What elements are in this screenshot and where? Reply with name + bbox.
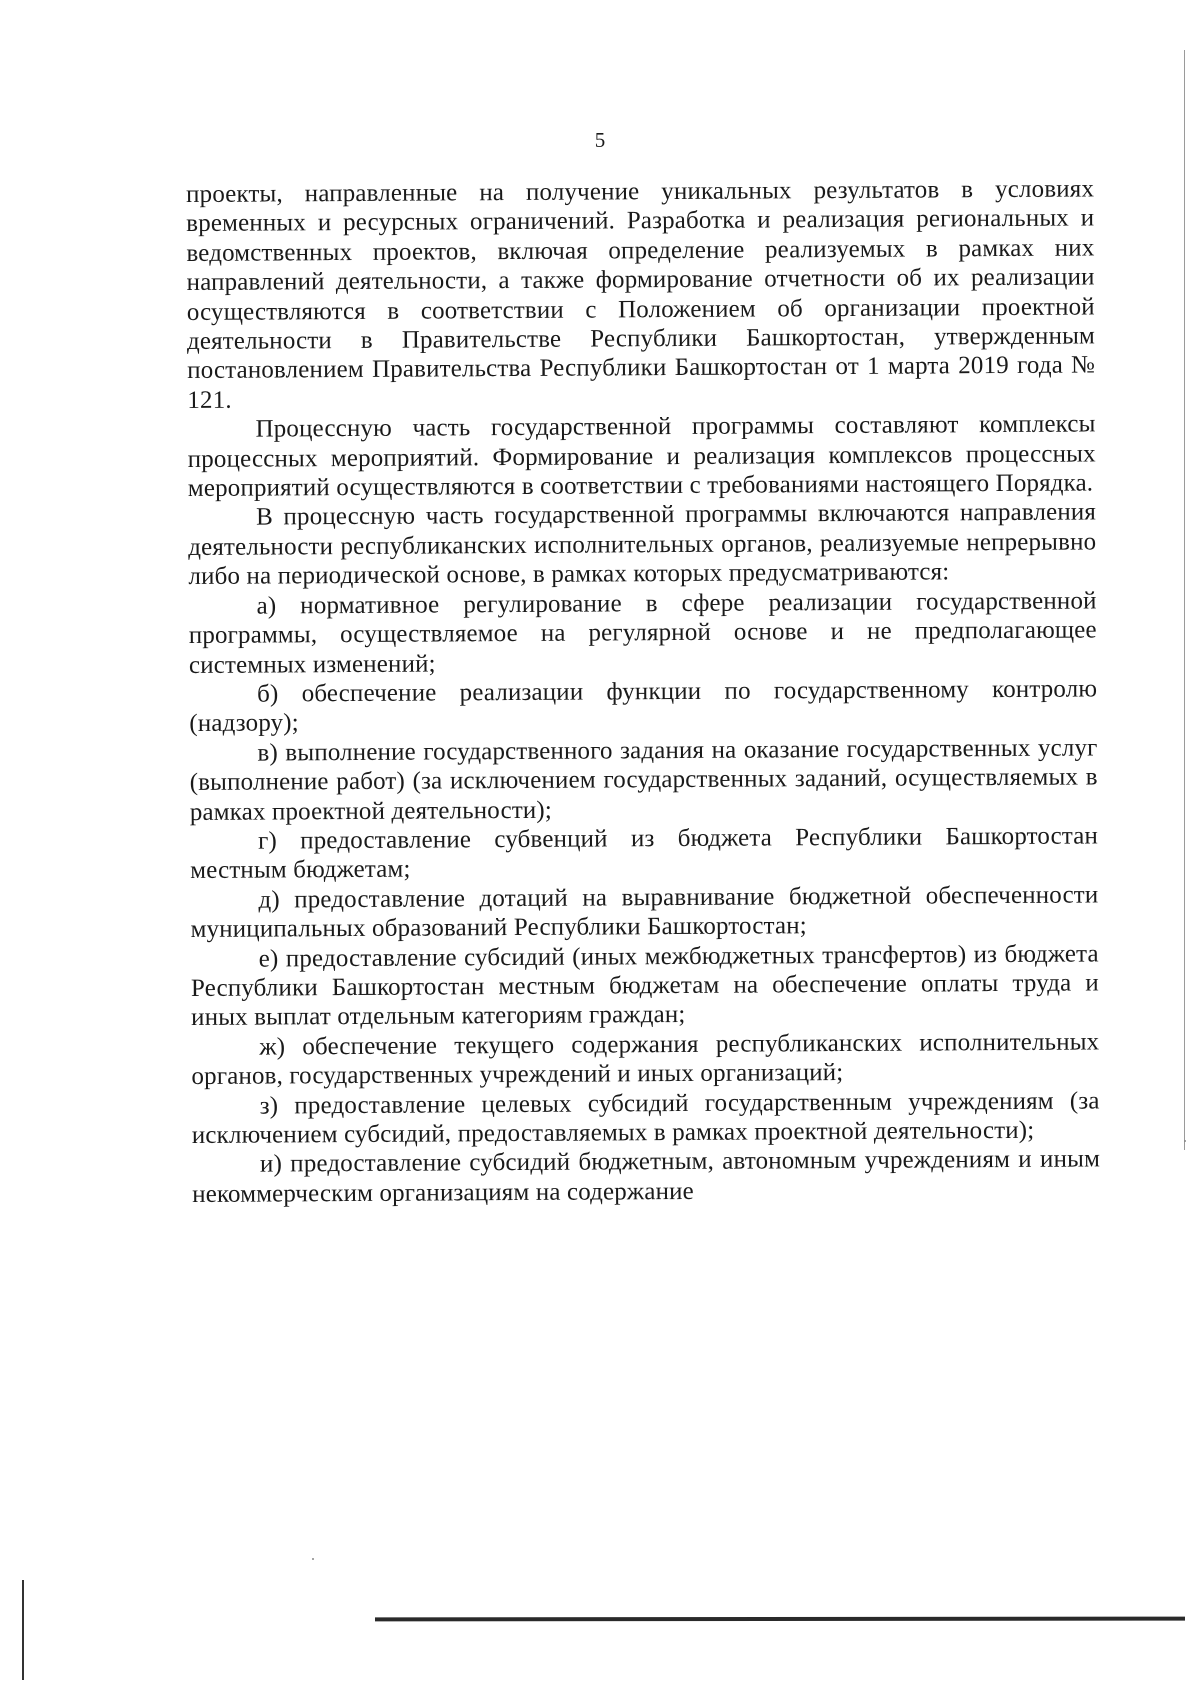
paragraph-process-part-includes: В процессную часть государственной программы включаются направления деятельности республиканских исполнительных органов, реализуемые непрерывно либо на периодической основе, в рамках которых предусматриваются: — [188, 498, 1097, 591]
list-item-e: е) предоставление субсидий (иных межбюджетных трансфертов) из бюджета Республики Башкортостан местным бюджетам на обеспечение оплаты труда и иных выплат отдельным категориям граждан; — [190, 940, 1100, 1032]
list-item-g: г) предоставление субвенций из бюджета Республики Башкортостан местным бюджетам; — [190, 822, 1099, 885]
scan-edge-line-bottom — [375, 1617, 1185, 1622]
list-item-zh: ж) обеспечение текущего содержания республиканских исполнительных органов, государственных учреждений и иных организаций; — [191, 1028, 1100, 1091]
list-item-i: и) предоставление субсидий бюджетным, автономным учреждениям и иным некоммерческим организациям на содержание — [192, 1145, 1101, 1208]
paragraph-process-part: Процессную часть государственной программы составляют комплексы процессных мероприятий. Формирование и реализация комплексов процессных мероприятий осуществляются в соответствии с требованиями настоящего Порядка. — [187, 410, 1096, 503]
list-item-d: д) предоставление дотаций на выравнивание бюджетной обеспеченности муниципальных образований Республики Башкортостан; — [190, 881, 1099, 944]
list-item-a: а) нормативное регулирование в сфере реализации государственной программы, осуществляемое на регулярной основе и не предполагающее системных изменений; — [188, 587, 1097, 679]
page-number: 5 — [594, 128, 606, 152]
paragraph-continuation: проекты, направленные на получение уникальных результатов в условиях временных и ресурсных ограничений. Разработка и реализация региональных и ведомственных проектов, включая определение реализуемых в рамках них направлений деятельности, а также формирование отчетности об их реализации осуществляются в соответствии с Положением об организации проектной деятельности в Правительстве Республики Башкортостан, утвержденным постановлением Правительства Республики Башкортостан от 1 марта 2019 года № 121. — [186, 175, 1096, 414]
list-item-b: б) обеспечение реализации функции по государственному контролю (надзору); — [189, 675, 1098, 738]
scan-edge-line-right — [1184, 50, 1185, 1150]
scan-speck — [1184, 1140, 1186, 1142]
scan-speck — [312, 1558, 314, 1560]
list-item-z: з) предоставление целевых субсидий государственным учреждениям (за исключением субсидий, предоставляемых в рамках проектной деятельности); — [191, 1087, 1100, 1149]
scan-edge-line-left — [22, 1580, 24, 1680]
body-text — [186, 174, 1100, 1209]
list-item-v: в) выполнение государственного задания на оказание государственных услуг (выполнение работ) (за исключением государственных заданий, осуществляемых в рамках проектной деятельности); — [189, 734, 1098, 826]
